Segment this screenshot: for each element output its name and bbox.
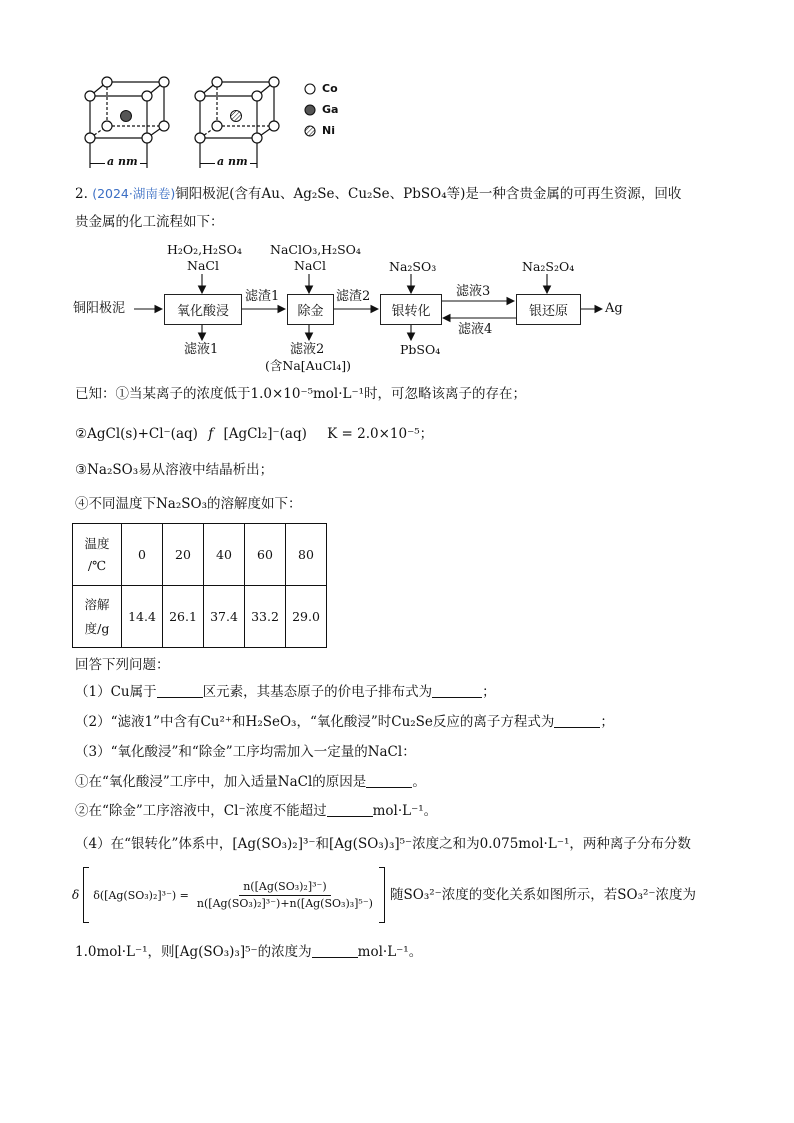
table-cell: 80 <box>286 524 327 586</box>
question-number: 2. <box>75 186 88 202</box>
reagent-2-line2: NaCl <box>294 258 326 273</box>
answer-blank[interactable] <box>554 713 600 728</box>
flow-box-gold-removal: 除金 <box>287 294 334 325</box>
legend-ni: Ni <box>322 124 335 137</box>
question-2: （2）“滤液1”中含有Cu²⁺和H₂SeO₃，“氧化酸浸”时Cu₂Se反应的离子方程式为 ； <box>75 714 614 730</box>
output-pbso4: PbSO₄ <box>400 342 441 357</box>
flow-box-silver-conversion: 银转化 <box>380 294 442 325</box>
dimension-label-1: a nm <box>107 155 138 168</box>
known-condition-1: 已知：①当某离子的浓度低于1.0×10⁻⁵mol·L⁻¹时，可忽略该离子的存在； <box>75 386 527 402</box>
answer-blank[interactable] <box>432 683 482 698</box>
table-cell: 20 <box>163 524 204 586</box>
answer-blank[interactable] <box>327 802 373 817</box>
table-cell: 37.4 <box>204 586 245 648</box>
reagent-4: Na₂S₂O₄ <box>522 259 575 274</box>
equilibrium-left: ②AgCl(s)+Cl⁻(aq) <box>75 426 198 442</box>
output-filtrate-2: 滤液2 <box>290 342 325 357</box>
question-1: （1）Cu属于 区元素，其基态原子的价电子排布式为 ； <box>75 684 496 700</box>
arrow-label-residue-2: 滤渣2 <box>336 289 371 304</box>
arrow-label-filtrate-3: 滤液3 <box>456 284 491 299</box>
arrow-label-residue-1: 滤渣1 <box>245 289 280 304</box>
table-cell: 40 <box>204 524 245 586</box>
delta-symbol: δ <box>72 888 80 902</box>
arrow-label-filtrate-4: 滤液4 <box>458 322 493 337</box>
fraction-numerator: n([Ag(SO₃)₂]³⁻) <box>239 879 330 896</box>
legend-co: Co <box>322 82 338 95</box>
flowchart-arrows <box>0 0 794 400</box>
answer-blank[interactable] <box>312 943 358 958</box>
fraction-denominator: n([Ag(SO₃)₂]³⁻)+n([Ag(SO₃)₃]⁵⁻) <box>196 896 373 910</box>
bracket-right <box>379 867 385 923</box>
reagent-1-line1: H₂O₂,H₂SO₄ <box>167 242 242 257</box>
question-intro-1: 铜阳极泥(含有Au、Ag₂Se、Cu₂Se、PbSO₄等)是一种含贵金属的可再生资源，回收 <box>175 186 682 202</box>
table-cell: 60 <box>245 524 286 586</box>
answer-prompt: 回答下列问题： <box>75 657 170 673</box>
flow-box-silver-reduction: 银还原 <box>516 294 581 325</box>
known-condition-2 <box>75 424 433 444</box>
equilibrium-constant: K = 2.0×10⁻⁵； <box>327 426 434 442</box>
distribution-fraction-formula <box>72 866 385 924</box>
reagent-1-line2: NaCl <box>187 258 219 273</box>
question-3: （3）“氧化酸浸”和“除金”工序均需加入一定量的NaCl： <box>75 744 416 760</box>
table-row <box>73 524 327 586</box>
fraction <box>193 879 377 912</box>
solubility-table <box>72 523 327 648</box>
table-cell: 26.1 <box>163 586 204 648</box>
flow-start-label: 铜阳极泥 <box>73 301 126 316</box>
fraction-lhs: δ([Ag(SO₃)₂]³⁻) = <box>93 888 189 902</box>
reagent-2-line1: NaClO₃,H₂SO₄ <box>270 242 361 257</box>
flow-product-label: Ag <box>605 301 623 316</box>
table-header-solubility: 溶解 度/g <box>73 586 122 648</box>
question-4-last-line: 1.0mol·L⁻¹，则[Ag(SO₃)₃]⁵⁻的浓度为 mol·L⁻¹。 <box>75 944 423 960</box>
known-condition-3: ③Na₂SO₃易从溶液中结晶析出； <box>75 462 274 478</box>
question-3-part-2: ②在“除金”工序溶液中，Cl⁻浓度不能超过 mol·L⁻¹。 <box>75 803 438 819</box>
question-4: （4）在“银转化”体系中，[Ag(SO₃)₂]³⁻和[Ag(SO₃)₃]⁵⁻浓度之和为0.075mol·L⁻¹，两种离子分布分数 <box>75 836 691 852</box>
reagent-3: Na₂SO₃ <box>389 259 437 274</box>
table-cell: 0 <box>122 524 163 586</box>
table-cell: 33.2 <box>245 586 286 648</box>
bracket-left <box>83 867 89 923</box>
question-3-part-1: ①在“氧化酸浸”工序中，加入适量NaCl的原因是 。 <box>75 774 426 790</box>
output-filtrate-1: 滤液1 <box>184 342 219 357</box>
question-intro-2: 贵金属的化工流程如下： <box>75 214 224 230</box>
table-cell: 29.0 <box>286 586 327 648</box>
answer-blank[interactable] <box>157 683 203 698</box>
answer-blank[interactable] <box>366 773 412 788</box>
question-4-continued: 随SO₃²⁻浓度的变化关系如图所示，若SO₃²⁻浓度为 <box>390 887 697 903</box>
equilibrium-right: [AgCl₂]⁻(aq) <box>223 426 307 442</box>
flow-box-oxidation-leach: 氧化酸浸 <box>164 294 242 325</box>
question-source: (2024·湖南卷) <box>92 186 176 201</box>
table-row <box>73 586 327 648</box>
table-cell: 14.4 <box>122 586 163 648</box>
legend-ga: Ga <box>322 103 339 116</box>
known-condition-4: ④不同温度下Na₂SO₃的溶解度如下： <box>75 496 302 512</box>
dimension-label-2: a nm <box>217 155 248 168</box>
equilibrium-symbol: f <box>208 426 214 442</box>
output-filtrate-2-note: (含Na[AuCl₄]) <box>265 358 352 373</box>
table-header-temperature: 温度 /℃ <box>73 524 122 586</box>
